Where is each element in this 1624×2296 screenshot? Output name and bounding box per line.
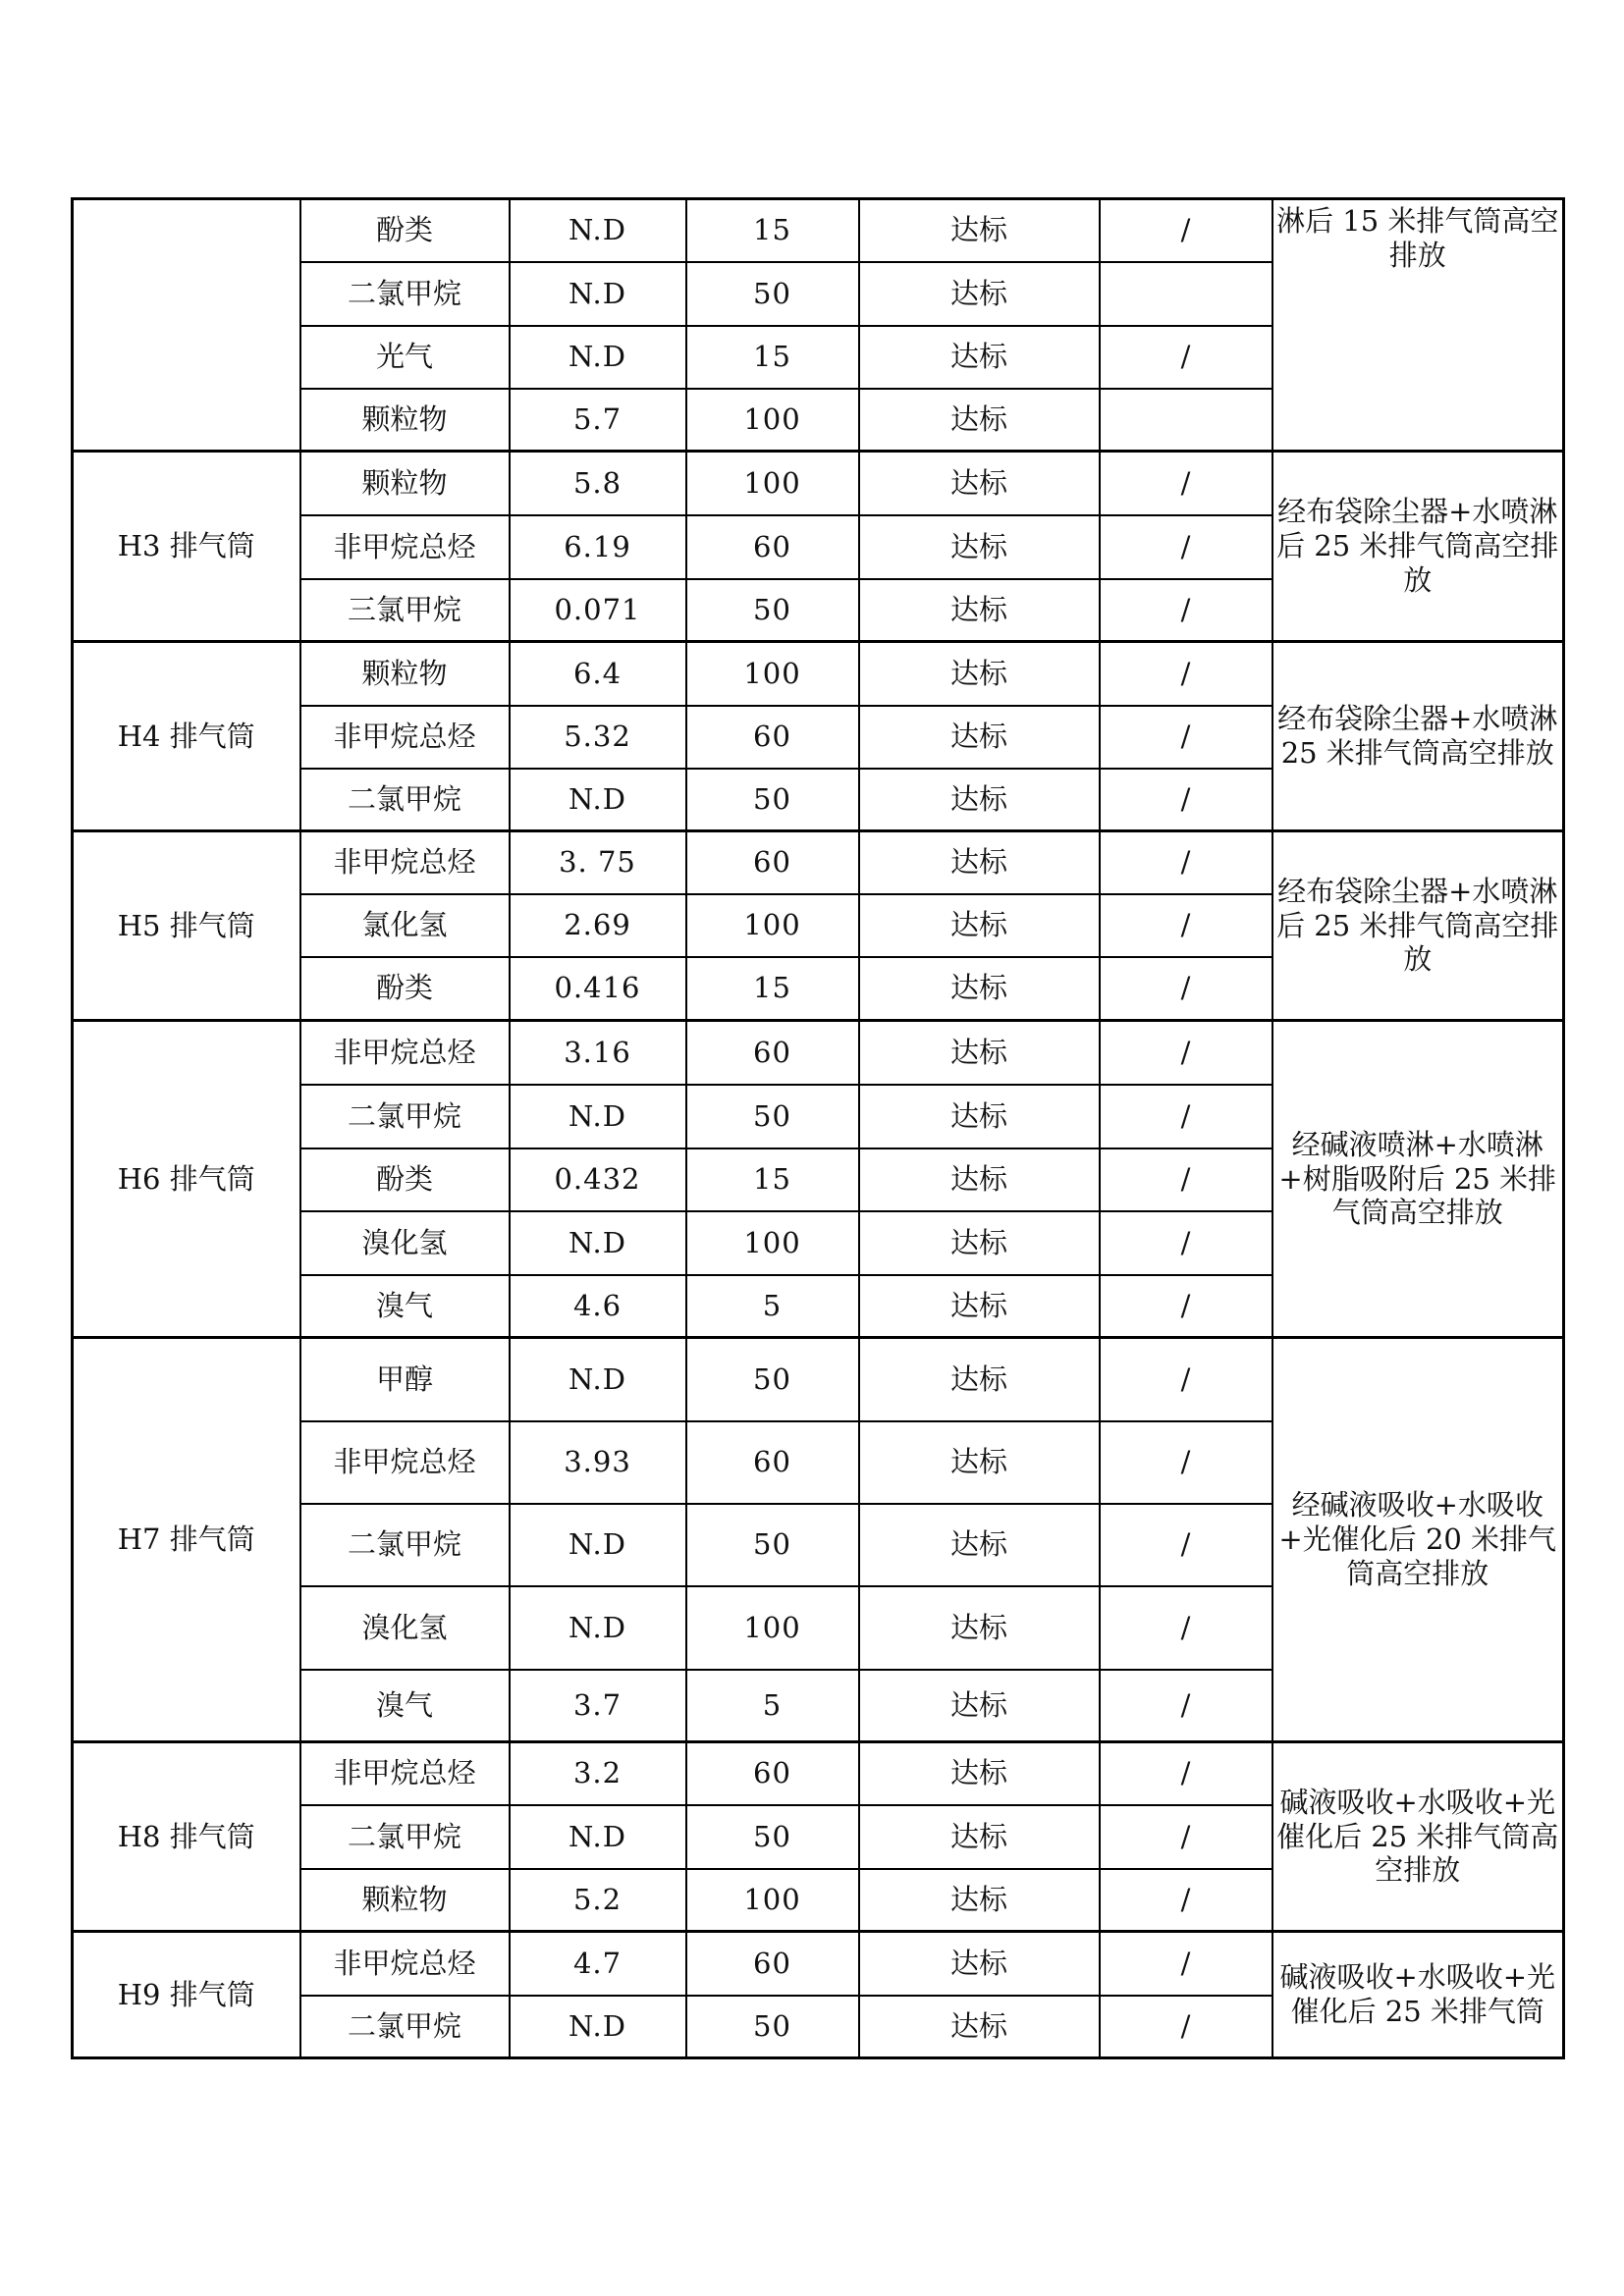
compliance-result-cell: 达标: [859, 452, 1100, 515]
pollutant-cell: 二氯甲烷: [300, 1504, 510, 1586]
pollutant-cell: 非甲烷总烃: [300, 1421, 510, 1504]
measured-value-cell: N.D: [510, 1211, 686, 1275]
pollutant-cell: 三氯甲烷: [300, 579, 510, 642]
measured-value-cell: 4.7: [510, 1932, 686, 1996]
table-row: [73, 199, 1564, 262]
table-row: [73, 642, 1564, 706]
pollutant-cell: 非甲烷总烃: [300, 1932, 510, 1996]
note-cell: /: [1100, 1742, 1272, 1805]
note-cell: /: [1100, 515, 1272, 579]
treatment-measure-cell: 经布袋除尘器+水喷淋后 25 米排气筒高空排放: [1272, 831, 1564, 1021]
limit-value-cell: 60: [686, 706, 859, 769]
measured-value-cell: 0.416: [510, 957, 686, 1021]
outlet-name-cell: H7 排气筒: [73, 1338, 300, 1742]
note-cell: /: [1100, 326, 1272, 389]
pollutant-cell: 颗粒物: [300, 389, 510, 452]
compliance-result-cell: 达标: [859, 389, 1100, 452]
note-cell: /: [1100, 1932, 1272, 1996]
measured-value-cell: N.D: [510, 1996, 686, 2058]
note-cell: [1100, 389, 1272, 452]
limit-value-cell: 60: [686, 515, 859, 579]
measured-value-cell: 3. 75: [510, 831, 686, 894]
limit-value-cell: 100: [686, 894, 859, 957]
measured-value-cell: N.D: [510, 199, 686, 262]
note-cell: /: [1100, 1670, 1272, 1742]
note-cell: /: [1100, 1421, 1272, 1504]
limit-value-cell: 50: [686, 1338, 859, 1421]
note-cell: /: [1100, 1996, 1272, 2058]
treatment-measure-cell: 经碱液喷淋+水喷淋+树脂吸附后 25 米排气筒高空排放: [1272, 1021, 1564, 1338]
pollutant-cell: 非甲烷总烃: [300, 515, 510, 579]
pollutant-cell: 非甲烷总烃: [300, 831, 510, 894]
compliance-result-cell: 达标: [859, 515, 1100, 579]
outlet-name-cell: H3 排气筒: [73, 452, 300, 642]
measured-value-cell: 3.7: [510, 1670, 686, 1742]
outlet-name-cell: H9 排气筒: [73, 1932, 300, 2058]
treatment-measure-cell: 经布袋除尘器+水喷淋 25 米排气筒高空排放: [1272, 642, 1564, 831]
compliance-result-cell: 达标: [859, 1338, 1100, 1421]
pollutant-cell: 二氯甲烷: [300, 1805, 510, 1869]
limit-value-cell: 60: [686, 831, 859, 894]
note-cell: /: [1100, 642, 1272, 706]
table-body: [73, 199, 1564, 2058]
limit-value-cell: 50: [686, 262, 859, 326]
compliance-result-cell: 达标: [859, 1421, 1100, 1504]
measured-value-cell: 0.071: [510, 579, 686, 642]
compliance-result-cell: 达标: [859, 1805, 1100, 1869]
measured-value-cell: 2.69: [510, 894, 686, 957]
outlet-name-cell: H4 排气筒: [73, 642, 300, 831]
compliance-result-cell: 达标: [859, 199, 1100, 262]
outlet-name-cell: H6 排气筒: [73, 1021, 300, 1338]
pollutant-cell: 二氯甲烷: [300, 262, 510, 326]
note-cell: /: [1100, 1869, 1272, 1932]
pollutant-cell: 溴气: [300, 1275, 510, 1338]
limit-value-cell: 100: [686, 1211, 859, 1275]
note-cell: /: [1100, 769, 1272, 831]
measured-value-cell: 3.2: [510, 1742, 686, 1805]
limit-value-cell: 50: [686, 1504, 859, 1586]
note-cell: /: [1100, 579, 1272, 642]
compliance-result-cell: 达标: [859, 579, 1100, 642]
pollutant-cell: 光气: [300, 326, 510, 389]
compliance-result-cell: 达标: [859, 706, 1100, 769]
table-row: [73, 452, 1564, 515]
measured-value-cell: N.D: [510, 1085, 686, 1148]
outlet-name-cell: [73, 199, 300, 452]
table-row: [73, 1021, 1564, 1085]
emissions-monitoring-table: [71, 197, 1565, 2059]
measured-value-cell: 5.32: [510, 706, 686, 769]
note-cell: /: [1100, 1275, 1272, 1338]
measured-value-cell: N.D: [510, 1805, 686, 1869]
compliance-result-cell: 达标: [859, 1211, 1100, 1275]
pollutant-cell: 颗粒物: [300, 1869, 510, 1932]
treatment-measure-cell: 经碱液吸收+水吸收+光催化后 20 米排气筒高空排放: [1272, 1338, 1564, 1742]
limit-value-cell: 100: [686, 1869, 859, 1932]
pollutant-cell: 甲醇: [300, 1338, 510, 1421]
measured-value-cell: 6.19: [510, 515, 686, 579]
compliance-result-cell: 达标: [859, 262, 1100, 326]
measured-value-cell: 3.16: [510, 1021, 686, 1085]
compliance-result-cell: 达标: [859, 326, 1100, 389]
compliance-result-cell: 达标: [859, 831, 1100, 894]
table-row: [73, 1742, 1564, 1805]
limit-value-cell: 100: [686, 452, 859, 515]
limit-value-cell: 5: [686, 1670, 859, 1742]
limit-value-cell: 15: [686, 326, 859, 389]
pollutant-cell: 非甲烷总烃: [300, 1021, 510, 1085]
pollutant-cell: 溴化氢: [300, 1211, 510, 1275]
pollutant-cell: 二氯甲烷: [300, 1996, 510, 2058]
pollutant-cell: 酚类: [300, 199, 510, 262]
note-cell: /: [1100, 1586, 1272, 1670]
compliance-result-cell: 达标: [859, 1504, 1100, 1586]
limit-value-cell: 50: [686, 1996, 859, 2058]
measured-value-cell: 5.7: [510, 389, 686, 452]
limit-value-cell: 100: [686, 389, 859, 452]
treatment-measure-cell: 淋后 15 米排气筒高空排放: [1272, 199, 1564, 452]
limit-value-cell: 60: [686, 1021, 859, 1085]
measured-value-cell: 6.4: [510, 642, 686, 706]
limit-value-cell: 60: [686, 1932, 859, 1996]
note-cell: /: [1100, 706, 1272, 769]
compliance-result-cell: 达标: [859, 1021, 1100, 1085]
note-cell: /: [1100, 1021, 1272, 1085]
outlet-name-cell: H8 排气筒: [73, 1742, 300, 1932]
pollutant-cell: 颗粒物: [300, 452, 510, 515]
measured-value-cell: 3.93: [510, 1421, 686, 1504]
treatment-measure-cell: 碱液吸收+水吸收+光催化后 25 米排气筒高空排放: [1272, 1742, 1564, 1932]
measured-value-cell: N.D: [510, 262, 686, 326]
note-cell: /: [1100, 199, 1272, 262]
note-cell: /: [1100, 831, 1272, 894]
limit-value-cell: 5: [686, 1275, 859, 1338]
note-cell: /: [1100, 1085, 1272, 1148]
pollutant-cell: 非甲烷总烃: [300, 1742, 510, 1805]
limit-value-cell: 100: [686, 642, 859, 706]
compliance-result-cell: 达标: [859, 642, 1100, 706]
pollutant-cell: 非甲烷总烃: [300, 706, 510, 769]
pollutant-cell: 酚类: [300, 957, 510, 1021]
limit-value-cell: 15: [686, 199, 859, 262]
compliance-result-cell: 达标: [859, 1932, 1100, 1996]
limit-value-cell: 50: [686, 769, 859, 831]
compliance-result-cell: 达标: [859, 1742, 1100, 1805]
limit-value-cell: 50: [686, 1085, 859, 1148]
compliance-result-cell: 达标: [859, 1275, 1100, 1338]
table-row: [73, 1932, 1564, 1996]
note-cell: /: [1100, 1338, 1272, 1421]
compliance-result-cell: 达标: [859, 1996, 1100, 2058]
note-cell: /: [1100, 1805, 1272, 1869]
limit-value-cell: 15: [686, 1148, 859, 1211]
pollutant-cell: 溴气: [300, 1670, 510, 1742]
table-row: [73, 831, 1564, 894]
pollutant-cell: 二氯甲烷: [300, 769, 510, 831]
measured-value-cell: N.D: [510, 1504, 686, 1586]
measured-value-cell: 0.432: [510, 1148, 686, 1211]
limit-value-cell: 50: [686, 579, 859, 642]
compliance-result-cell: 达标: [859, 894, 1100, 957]
limit-value-cell: 100: [686, 1586, 859, 1670]
pollutant-cell: 酚类: [300, 1148, 510, 1211]
measured-value-cell: 4.6: [510, 1275, 686, 1338]
measured-value-cell: 5.2: [510, 1869, 686, 1932]
note-cell: [1100, 262, 1272, 326]
compliance-result-cell: 达标: [859, 1085, 1100, 1148]
measured-value-cell: N.D: [510, 1586, 686, 1670]
note-cell: /: [1100, 1148, 1272, 1211]
pollutant-cell: 二氯甲烷: [300, 1085, 510, 1148]
note-cell: /: [1100, 1211, 1272, 1275]
outlet-name-cell: H5 排气筒: [73, 831, 300, 1021]
compliance-result-cell: 达标: [859, 769, 1100, 831]
pollutant-cell: 氯化氢: [300, 894, 510, 957]
pollutant-cell: 溴化氢: [300, 1586, 510, 1670]
treatment-measure-cell: 碱液吸收+水吸收+光催化后 25 米排气筒: [1272, 1932, 1564, 2058]
compliance-result-cell: 达标: [859, 1148, 1100, 1211]
note-cell: /: [1100, 1504, 1272, 1586]
table-row: [73, 1338, 1564, 1421]
limit-value-cell: 60: [686, 1421, 859, 1504]
compliance-result-cell: 达标: [859, 1670, 1100, 1742]
measured-value-cell: N.D: [510, 769, 686, 831]
measured-value-cell: 5.8: [510, 452, 686, 515]
note-cell: /: [1100, 894, 1272, 957]
limit-value-cell: 50: [686, 1805, 859, 1869]
note-cell: /: [1100, 452, 1272, 515]
note-cell: /: [1100, 957, 1272, 1021]
limit-value-cell: 15: [686, 957, 859, 1021]
compliance-result-cell: 达标: [859, 957, 1100, 1021]
treatment-measure-cell: 经布袋除尘器+水喷淋后 25 米排气筒高空排放: [1272, 452, 1564, 642]
measured-value-cell: N.D: [510, 326, 686, 389]
limit-value-cell: 60: [686, 1742, 859, 1805]
measured-value-cell: N.D: [510, 1338, 686, 1421]
compliance-result-cell: 达标: [859, 1586, 1100, 1670]
pollutant-cell: 颗粒物: [300, 642, 510, 706]
compliance-result-cell: 达标: [859, 1869, 1100, 1932]
